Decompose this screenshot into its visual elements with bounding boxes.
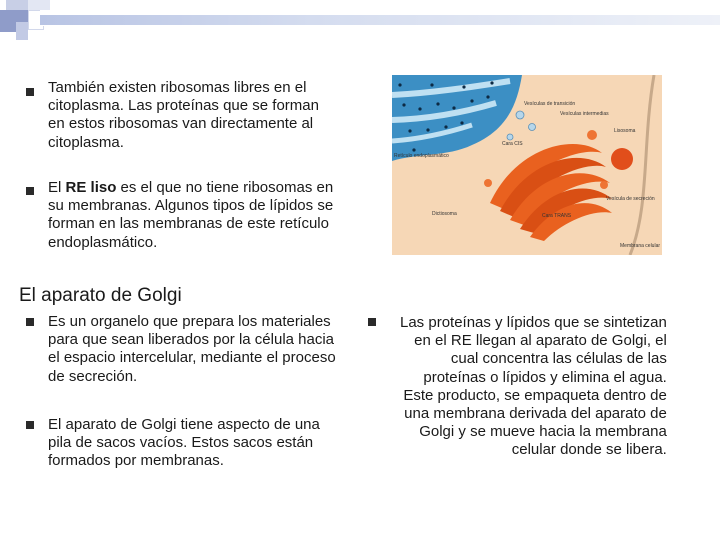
secretory-vesicle (600, 181, 608, 189)
label-dictyosome: Dictiosoma (432, 211, 457, 217)
label-lysosome: Lisosoma (614, 128, 636, 134)
label-rer: Retículo endoplasmático (394, 153, 449, 159)
bullet-proteinas-lipidos: Las proteínas y lípidos que se sintetizan en el RE llegan al aparato de Golgi, el cual concentra las células de las proteínas o lípidos y elimina el agua. Este producto, se empaqueta dentro de una membrana derivada del aparato de Golgi y se mueve hacia la membrana celular donde se libera. (400, 314, 667, 459)
re-liso-pre: El (48, 179, 66, 196)
bullet-re-liso (48, 179, 333, 252)
re-liso-term: RE liso (65, 179, 117, 196)
label-intermediate: Vesículas intermedias (560, 111, 609, 117)
label-cis: Cara CIS (502, 141, 523, 147)
re-liso-post: es el que no tiene ribosomas en su membranas. Algunos tipos de lípidos se forman en las membranas de este retículo endoplasmático. (48, 179, 334, 251)
bullet-marker (26, 187, 34, 195)
label-secretory: Vesícula de secreción (606, 196, 655, 202)
label-transition: Vesículas de transición (524, 101, 576, 107)
title-rule (40, 10, 720, 26)
intermediate-vesicle (587, 130, 597, 140)
bullet-organelo: Es un organelo que prepara los materiales para que sean liberados por la célula hacia el espacio intercelular, mediante el proceso de secreción. (48, 313, 336, 385)
golgi-illustration (392, 75, 662, 255)
bullet-ribosomas-libres: También existen ribosomas libres en el citoplasma. Las proteínas que se forman en estos ribosomas van directamente al citoplasma. (48, 79, 319, 151)
bullet-marker (368, 318, 376, 326)
bullet-marker (26, 421, 34, 429)
golgi-vesicle (484, 179, 492, 187)
bullet-marker (26, 88, 34, 96)
label-trans: Cara TRANS (542, 213, 572, 219)
bullet-aspecto: El aparato de Golgi tiene aspecto de una pila de sacos vacíos. Estos sacos están formados por membranas. (48, 416, 320, 470)
section-heading: El aparato de Golgi (19, 285, 182, 306)
lysosome (611, 148, 633, 170)
bullet-marker (26, 318, 34, 326)
label-membrane: Membrana celular (620, 243, 661, 249)
